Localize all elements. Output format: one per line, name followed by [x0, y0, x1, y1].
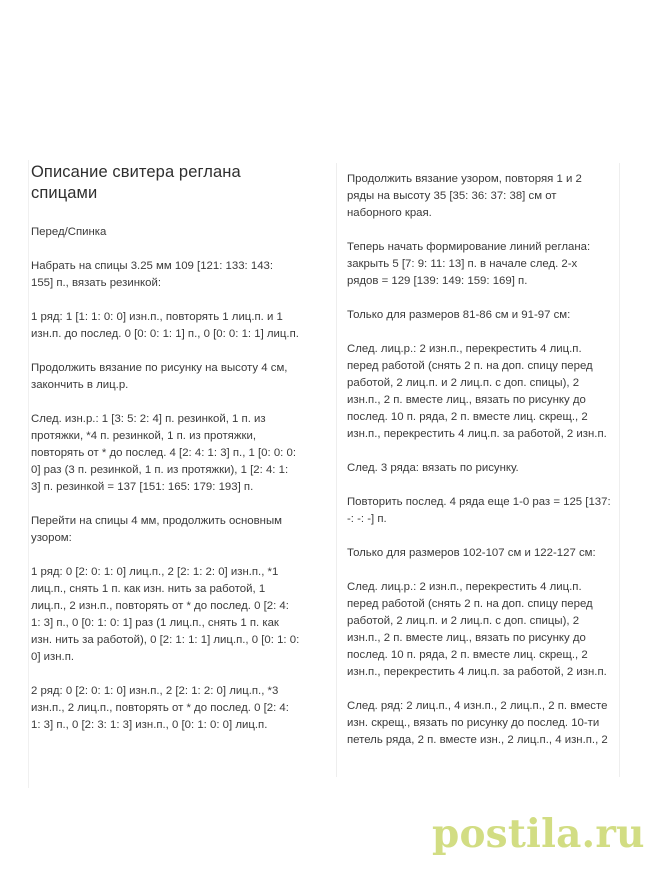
paragraph: Теперь начать формирование линий реглана: закрыть 5 [7: 9: 11: 13] п. в начале след. 2-х рядов = 129 [139: 149: 159: 169] п. [347, 241, 591, 287]
paragraph: Набрать на спицы 3.25 мм 109 [121: 133: 143: 155] п., вязать резинкой: [31, 260, 274, 289]
paragraph: След. лиц.р.: 2 изн.п., перекрестить 4 лиц.п. перед работой (снять 2 п. на доп. спицу перед работой, 2 лиц.п. и 2 лиц.п. с доп. спицы), 2 изн.п., 2 п. вместе лиц., вязать по рисунку до послед. 10 п. ряда, 2 п. вместе лиц. скрещ., 2 изн.п., перекрестить 4 лиц.п. за работой, 2 изн.п. [347, 581, 607, 678]
paragraph: Перед/Спинка [31, 226, 107, 238]
paragraph: След. изн.р.: 1 [3: 5: 2: 4] п. резинкой, 1 п. из протяжки, *4 п. резинкой, 1 п. из протяжки, повторять от * до послед. 4 [2: 4: 1: 3] п., 1 [0: 0: 0: 0] раз (3 п. резинкой, 1 п. из протяжки), 1 [2: 4: 1: 3] п. резинкой = 137 [151: 165: 179: 193] п. [31, 413, 297, 493]
paragraph: Повторить послед. 4 ряда еще 1-0 раз = 125 [137: -: -: -] п. [347, 496, 611, 525]
watermark-logo: postila.ru [432, 811, 645, 857]
article-title: Описание свитера реглана спицами [31, 163, 241, 202]
paragraph: Продолжить вязание по рисунку на высоту 4 см, закончить в лиц.р. [31, 362, 288, 391]
paragraph: Продолжить вязание узором, повторяя 1 и 2 ряды на высоту 35 [35: 36: 37: 38] см от наборного края. [347, 173, 582, 219]
paragraph: Только для размеров 102-107 см и 122-127 см: [347, 547, 596, 559]
paragraph: 1 ряд: 0 [2: 0: 1: 0] лиц.п., 2 [2: 1: 2: 0] изн.п., *1 лиц.п., снять 1 п. как изн. нить за работой, 1 лиц.п., 2 изн.п., повторять от * до послед. 0 [2: 4: 1: 3] п., 0 [0: 1: 0: 1] раз (1 лиц.п., снять 1 п. как изн. нить за работой), 0 [2: 1: 1: 1] лиц.п., 0 [0: 1: 0: 0] изн.п. [31, 566, 300, 663]
right-text-column [336, 163, 620, 777]
left-text-column [28, 160, 307, 788]
paragraph: Только для размеров 81-86 см и 91-97 см: [347, 309, 571, 321]
paragraph: 2 ряд: 0 [2: 0: 1: 0] изн.п., 2 [2: 1: 2: 0] лиц.п., *3 изн.п., 2 лиц.п., повторять от * до послед. 0 [2: 4: 1: 3] п., 0 [2: 3: 1: 3] изн.п., 0 [0: 1: 0: 0] лиц.п. [31, 685, 289, 731]
paragraph: Перейти на спицы 4 мм, продолжить основным узором: [31, 515, 282, 544]
paragraph: След. ряд: 2 лиц.п., 4 изн.п., 2 лиц.п., 2 п. вместе изн. скрещ., вязать по рисунку до послед. 10-ти петель ряда, 2 п. вместе изн., 2 лиц.п., 4 изн.п., 2 [347, 700, 608, 746]
paragraph: След. 3 ряда: вязать по рисунку. [347, 462, 519, 474]
paragraph: След. лиц.р.: 2 изн.п., перекрестить 4 лиц.п. перед работой (снять 2 п. на доп. спицу перед работой, 2 лиц.п. и 2 лиц.п. с доп. спицы), 2 изн.п., 2 п. вместе лиц., вязать по рисунку до послед. 10 п. ряда, 2 п. вместе лиц. скрещ., 2 изн.п., перекрестить 4 лиц.п. за работой, 2 изн.п. [347, 343, 607, 440]
paragraph: 1 ряд: 1 [1: 1: 0: 0] изн.п., повторять 1 лиц.п. и 1 изн.п. до послед. 0 [0: 0: 1: 1] п., 0 [0: 0: 1: 1] лиц.п. [31, 311, 299, 340]
